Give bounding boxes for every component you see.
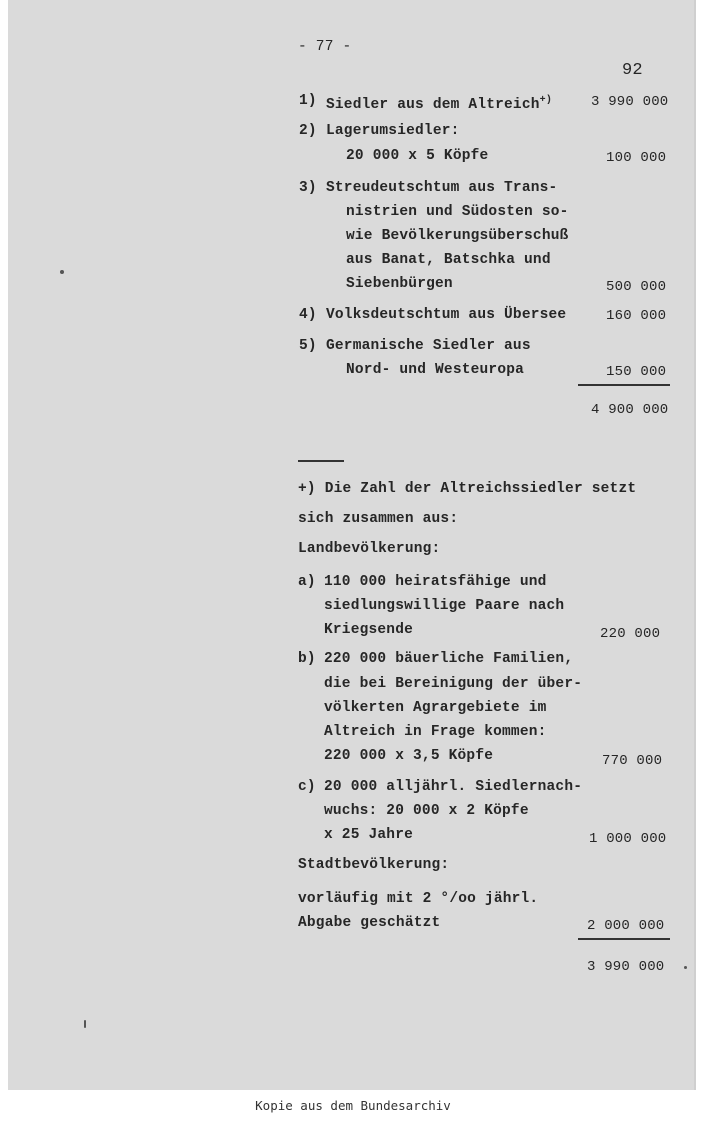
footnote-item-b-line-1: 220 000 bäuerliche Familien, xyxy=(324,651,574,667)
footnote-item-a-value: 220 000 xyxy=(600,626,661,642)
footnote-item-c-line-3: x 25 Jahre xyxy=(324,827,414,843)
item-1-value: 3 990 000 xyxy=(591,94,669,110)
footnote-intro-line-2: sich zusammen aus: xyxy=(298,511,459,527)
scan-speck xyxy=(84,1020,86,1028)
city-line-1: vorläufig mit 2 °/oo jährl. xyxy=(298,891,539,907)
footnote-item-c-line-1: 20 000 alljährl. Siedlernach- xyxy=(324,779,583,795)
footnote-item-b-line-3: völkerten Agrargebiete im xyxy=(324,700,547,716)
footnote-marker: +) xyxy=(539,95,553,106)
item-5-line-1: Germanische Siedler aus xyxy=(326,338,531,354)
item-4-value: 160 000 xyxy=(606,308,667,324)
land-heading: Landbevölkerung: xyxy=(298,541,441,557)
document-page xyxy=(8,0,696,1090)
footnote-item-b-label: b) xyxy=(298,651,316,667)
city-heading: Stadtbevölkerung: xyxy=(298,857,450,873)
footnote-intro-line-1: +) Die Zahl der Altreichssiedler setzt xyxy=(298,481,637,497)
sum-rule-footnote xyxy=(578,938,670,940)
item-5-line-2: Nord- und Westeuropa xyxy=(346,362,525,378)
footnote-total: 3 990 000 xyxy=(587,959,665,975)
page-number: - 77 - xyxy=(298,39,352,55)
footnote-item-c-line-2: wuchs: 20 000 x 2 Köpfe xyxy=(324,803,529,819)
footnote-item-a-line-2: siedlungswillige Paare nach xyxy=(324,598,565,614)
scan-speck xyxy=(684,966,687,969)
item-3-label: 3) xyxy=(299,180,317,196)
footnote-item-b-line-5: 220 000 x 3,5 Köpfe xyxy=(324,748,494,764)
item-3-line-5: Siebenbürgen xyxy=(346,276,453,292)
item-1-label: 1) xyxy=(299,93,317,109)
sum-rule-main xyxy=(578,384,670,386)
item-3-value: 500 000 xyxy=(606,279,667,295)
item-4-label: 4) xyxy=(299,307,317,323)
footnote-separator xyxy=(298,460,344,462)
footnote-item-a-line-1: 110 000 heiratsfähige und xyxy=(324,574,547,590)
item-2-label: 2) xyxy=(299,123,317,139)
footnote-item-b-value: 770 000 xyxy=(602,753,663,769)
item-3-line-4: aus Banat, Batschka und xyxy=(346,252,551,268)
archive-footer: Kopie aus dem Bundesarchiv xyxy=(255,1098,451,1113)
item-2-line-2: 20 000 x 5 Köpfe xyxy=(346,148,489,164)
item-1-text: Siedler aus dem Altreich+) xyxy=(326,95,553,113)
footnote-item-c-value: 1 000 000 xyxy=(589,831,667,847)
item-3-line-1: Streudeutschtum aus Trans- xyxy=(326,180,558,196)
item-5-label: 5) xyxy=(299,338,317,354)
footnote-item-b-line-2: die bei Bereinigung der über- xyxy=(324,676,583,692)
main-total: 4 900 000 xyxy=(591,402,669,418)
item-5-value: 150 000 xyxy=(606,364,667,380)
footnote-item-b-line-4: Altreich in Frage kommen: xyxy=(324,724,547,740)
city-line-2: Abgabe geschätzt xyxy=(298,915,441,931)
item-2-value: 100 000 xyxy=(606,150,667,166)
scan-speck xyxy=(60,270,64,274)
folio-number: 92 xyxy=(622,61,643,80)
city-value: 2 000 000 xyxy=(587,918,665,934)
item-3-line-2: nistrien und Südosten so- xyxy=(346,204,569,220)
item-2-line-1: Lagerumsiedler: xyxy=(326,123,460,139)
item-4-text: Volksdeutschtum aus Übersee xyxy=(326,307,567,323)
footnote-item-a-label: a) xyxy=(298,574,316,590)
footnote-item-c-label: c) xyxy=(298,779,316,795)
item-3-line-3: wie Bevölkerungsüberschuß xyxy=(346,228,569,244)
footnote-item-a-line-3: Kriegsende xyxy=(324,622,414,638)
